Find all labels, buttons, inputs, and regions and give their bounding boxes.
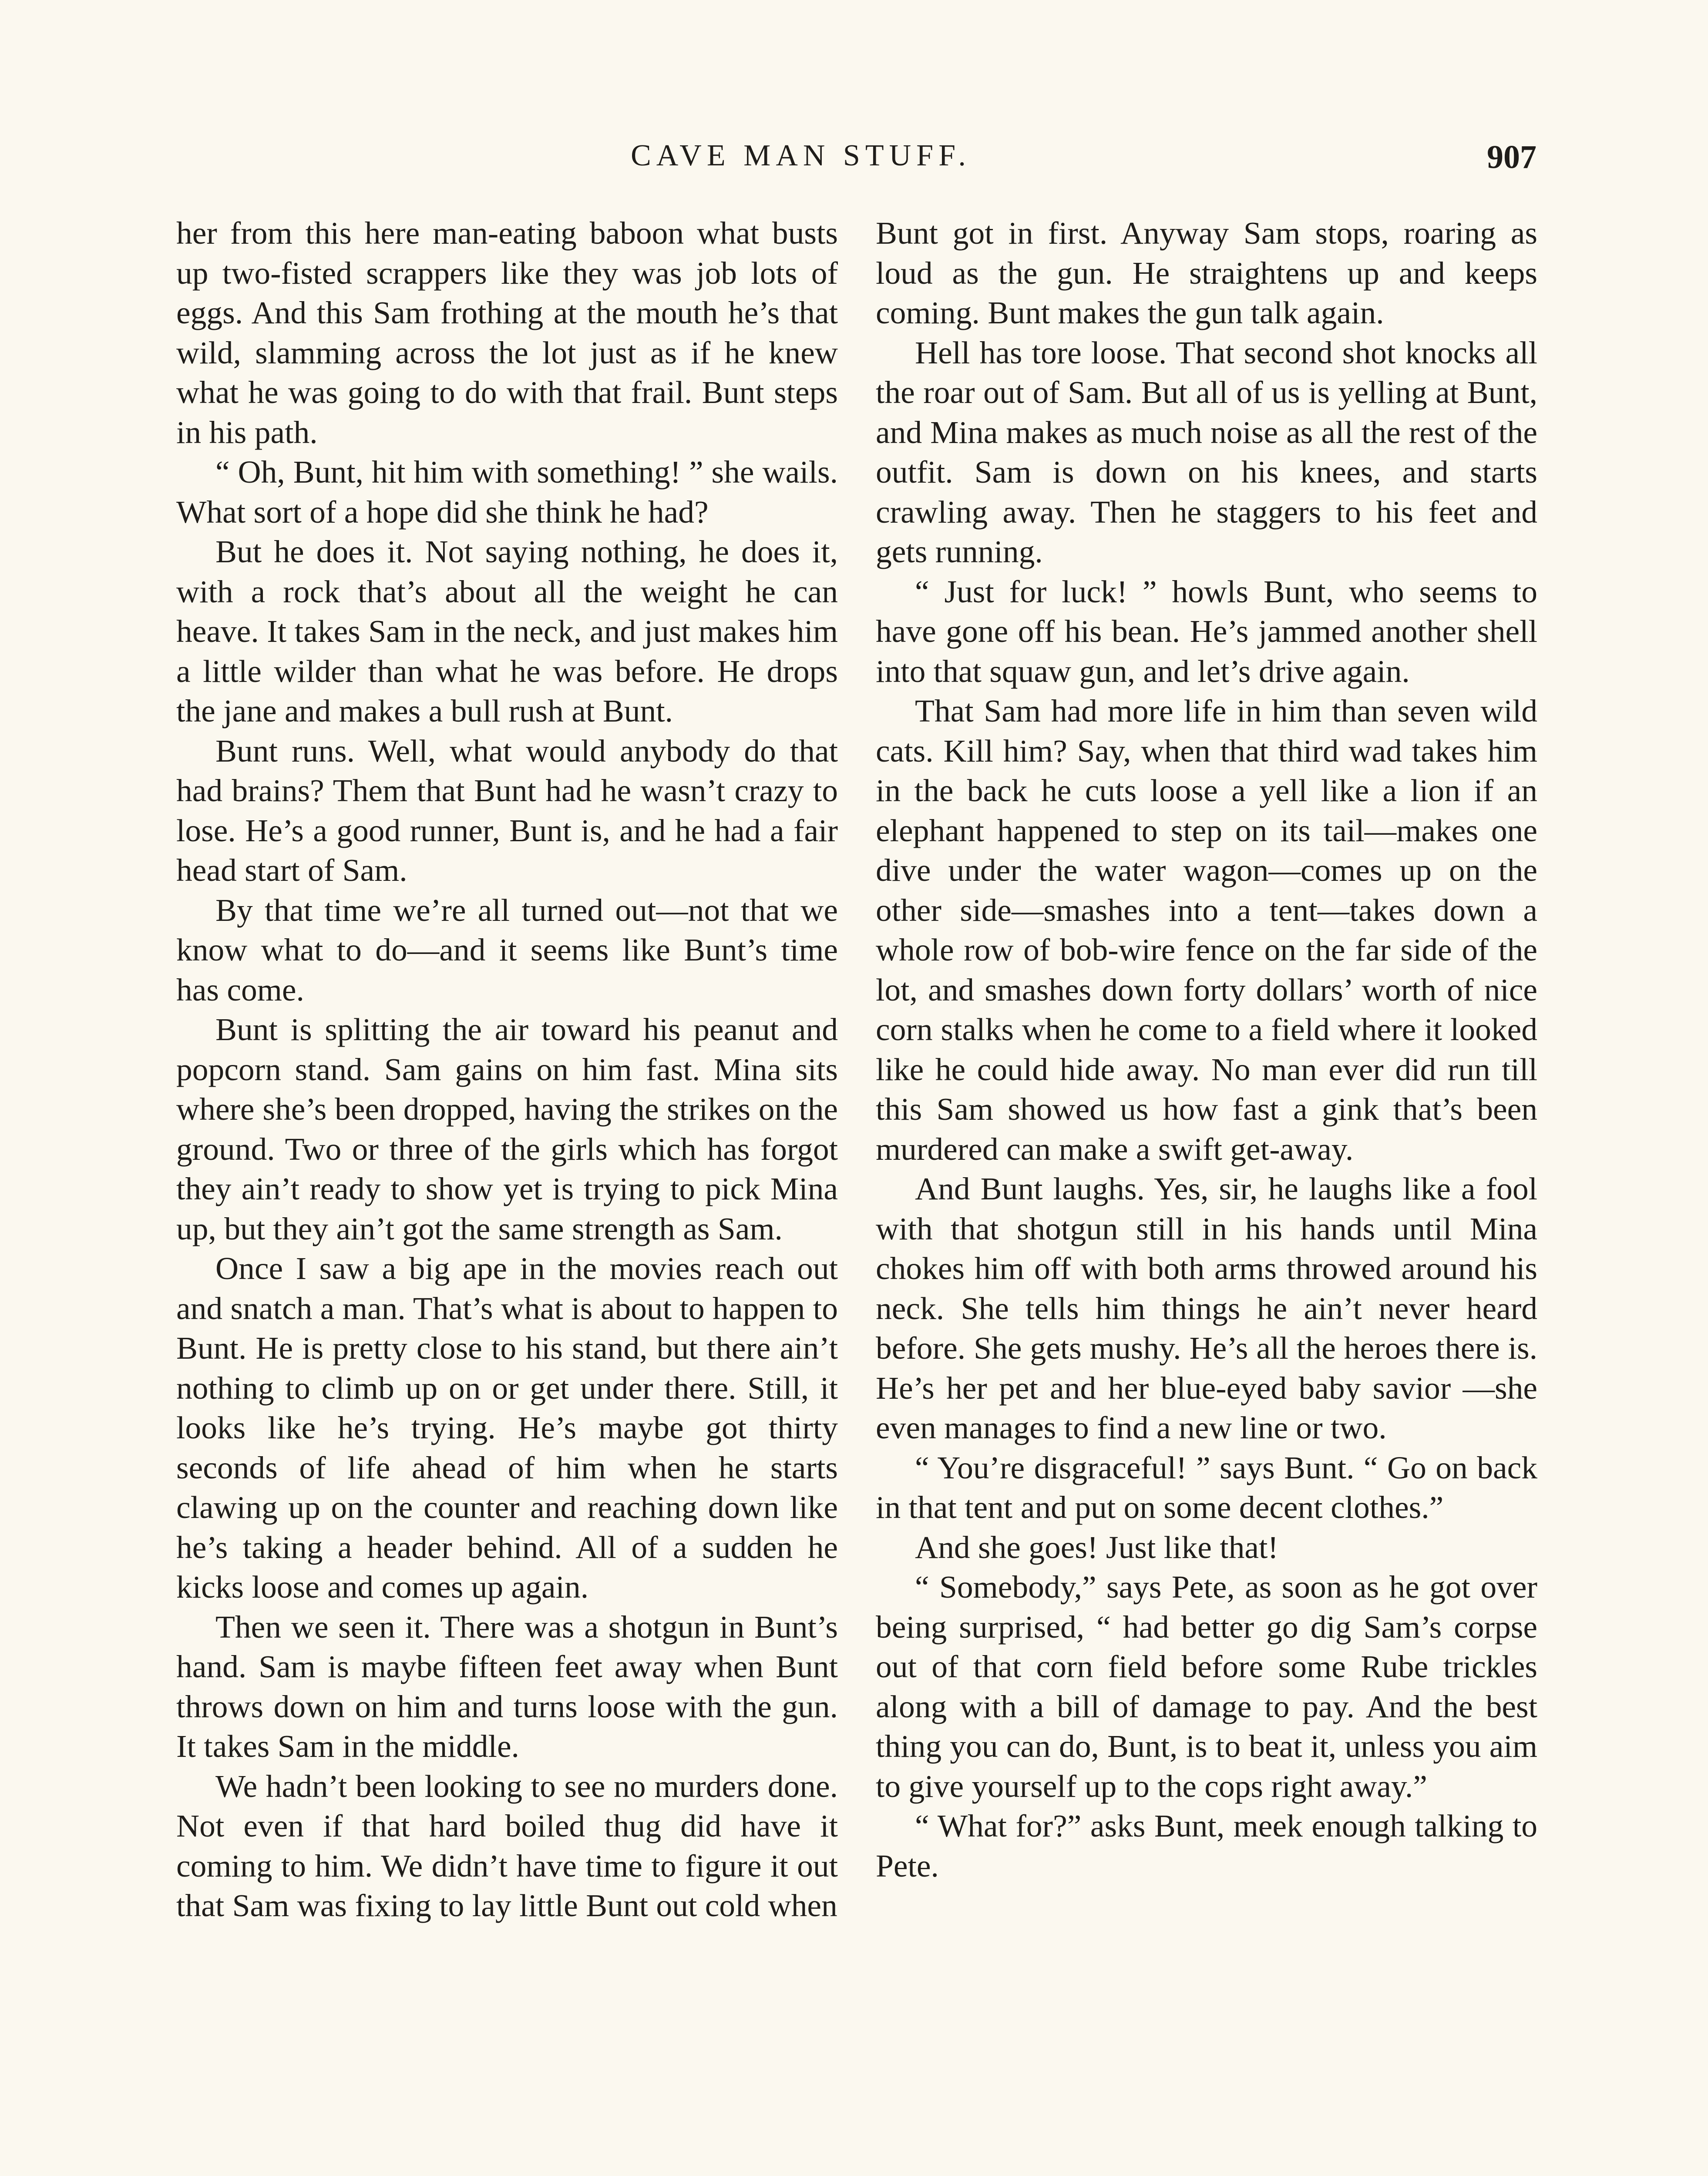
- running-title: CAVE MAN STUFF.: [631, 139, 971, 172]
- paragraph: And she goes! Just like that!: [915, 1529, 1278, 1565]
- paragraph: “ Oh, Bunt, hit him with something! ” she wails. What sort of a hope did she think he had?: [176, 454, 838, 530]
- paragraph: By that time we’re all turned out—not that we know what to do—and it seems like Bunt’s time has come.: [176, 892, 838, 1007]
- paragraph: “ What for?” asks Bunt, meek enough talking to Pete.: [876, 1808, 1537, 1884]
- left-column: [176, 213, 838, 1926]
- paragraph: Bunt is splitting the air toward his peanut and popcorn stand. Sam gains on him fast. Mina sits where she’s been dropped, having the strikes on the ground. Two or three of the girls which has forgot they ain’t ready to show yet is trying to pick Mina up, but they ain’t got the same strength as Sam.: [176, 1012, 838, 1246]
- paragraph: Then we seen it. There was a shotgun in Bunt’s hand. Sam is maybe fifteen feet away when Bunt throws down on him and turns loose with the gun. It takes Sam in the middle.: [176, 1609, 838, 1764]
- paragraph: That Sam had more life in him than seven wild cats. Kill him? Say, when that third wad takes him in the back he cuts loose a yell like a lion if an elephant happened to step on its tail—makes one dive under the water wagon—comes up on the other side—smashes into a tent—takes down a whole row of bob-wire fence on the far side of the lot, and smashes down forty dollars’ worth of nice corn stalks when he come to a field where it looked like he could hide away. No man ever did run till this Sam showed us how fast a gink that’s been murdered can make a swift get-away.: [876, 693, 1537, 1167]
- paragraph: And Bunt laughs. Yes, sir, he laughs like a fool with that shotgun still in his hands until Mina chokes him off with both arms throwed around his neck. She tells him things he ain’t never heard before. She gets mushy. He’s all the heroes there is. He’s her pet and her blue-eyed baby savior —she even manages to find a new line or two.: [876, 1171, 1537, 1445]
- paragraph: Bunt got in first. Anyway Sam stops, roaring as loud as the gun. He straightens up and keeps coming. Bunt makes the gun talk again.: [876, 215, 1537, 330]
- paragraph: her from this here man-eating baboon what busts up two-fisted scrappers like they was job lots of eggs. And this Sam frothing at the mouth he’s that wild, slamming across the lot just as if he knew what he was going to do with that frail. Bunt steps in his path.: [176, 215, 838, 450]
- paragraph: Hell has tore loose. That second shot knocks all the roar out of Sam. But all of us is yelling at Bunt, and Mina makes as much noise as all the rest of the outfit. Sam is down on his knees, and starts crawling away. Then he staggers to his feet and gets running.: [876, 335, 1537, 569]
- paragraph: “ You’re disgraceful! ” says Bunt. “ Go on back in that tent and put on some decent clothes.”: [876, 1450, 1537, 1525]
- paragraph: We hadn’t been looking to see no murders done. Not even if that hard boiled thug did have it coming to him. We didn’t have time to figure it out that Sam was fixing to lay little Bunt out cold when: [176, 1768, 838, 1923]
- paragraph: “ Just for luck! ” howls Bunt, who seems to have gone off his bean. He’s jammed another shell into that squaw gun, and let’s drive again.: [876, 574, 1537, 689]
- paragraph: “ Somebody,” says Pete, as soon as he got over being surprised, “ had better go dig Sam’s corpse out of that corn field before some Rube trickles along with a bill of damage to pay. And the best thing you can do, Bunt, is to beat it, unless you aim to give yourself up to the cops right away.”: [876, 1569, 1537, 1804]
- paragraph: Bunt runs. Well, what would anybody do that had brains? Them that Bunt had he wasn’t crazy to lose. He’s a good runner, Bunt is, and he had a fair head start of Sam.: [176, 733, 838, 888]
- paragraph: Once I saw a big ape in the movies reach out and snatch a man. That’s what is about to happen to Bunt. He is pretty close to his stand, but there ain’t nothing to climb up on or get under there. Still, it looks like he’s trying. He’s maybe got thirty seconds of life ahead of him when he starts clawing up on the counter and reaching down like he’s taking a header behind. All of a sudden he kicks loose and comes up again.: [176, 1251, 838, 1605]
- paragraph: But he does it. Not saying nothing, he does it, with a rock that’s about all the weight he can heave. It takes Sam in the neck, and just makes him a little wilder than what he was before. He drops the jane and makes a bull rush at Bunt.: [176, 534, 838, 729]
- page-number: 907: [1487, 139, 1537, 175]
- right-column: [876, 213, 1537, 1886]
